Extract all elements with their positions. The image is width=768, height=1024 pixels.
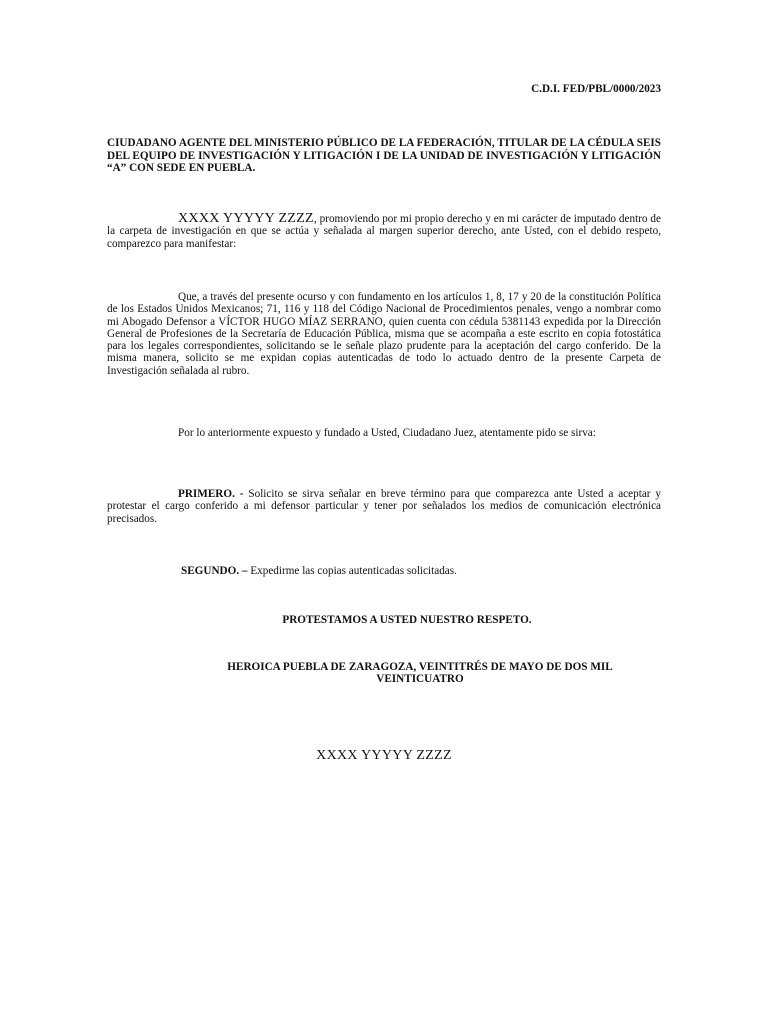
place-date bbox=[150, 661, 690, 686]
body-paragraph-1 bbox=[107, 291, 661, 377]
place-date-line-1: HEROICA PUEBLA DE ZARAGOZA, VEINTITRÉS DE MAYO DE DOS MIL bbox=[227, 661, 613, 673]
intro-text: , promoviendo por mi propio derecho y en mi carácter de imputado dentro de la carpeta de investigación en que se actúa y señalada al margen superior derecho, ante Usted, con el debido respeto, comparezco para manifestar: bbox=[107, 213, 661, 250]
signature-name: XXXX YYYYY ZZZZ bbox=[316, 748, 452, 763]
case-number: C.D.I. FED/PBL/0000/2023 bbox=[531, 83, 661, 95]
petitioner-name: XXXX YYYYY ZZZZ bbox=[178, 211, 314, 226]
body-paragraph-2 bbox=[107, 427, 661, 439]
body-paragraph-1-text: Que, a través del presente ocurso y con fundamento en los artículos 1, 8, 17 y 20 de la constitución Política de los Estados Unidos Mexicanos; 71, 116 y 118 del Código Nacional de Procedimientos penales, vengo a nombrar como mi Abogado Defensor a VÍCTOR HUGO MÍAZ SERRANO, quien cuenta con cédula 5381143 expedida por la Dirección General de Profesiones de la Secretaría de Educación Pública, misma que se acompaña a este escrito en copia fotostática para los legales correspondientes, solicitando se le señale plazo prudente para la aceptación del cargo conferido. De la misma manera, solicito se me expidan copias autenticadas de todo lo actuado dentro de la presente Carpeta de Investigación señalada al rubro. bbox=[107, 291, 661, 377]
place-date-line-2: VEINTICUATRO bbox=[376, 673, 464, 686]
intro-paragraph bbox=[107, 213, 661, 250]
segundo-text: Expedirme las copias autenticadas solicitadas. bbox=[247, 565, 457, 577]
primero-paragraph bbox=[107, 488, 661, 525]
segundo-label: SEGUNDO. – bbox=[181, 565, 248, 577]
addressee-heading: CIUDADANO AGENTE DEL MINISTERIO PÚBLICO DE LA FEDERACIÓN, TITULAR DE LA CÉDULA SEIS DEL EQUIPO DE INVESTIGACIÓN Y LITIGACIÓN I DE LA UNIDAD DE INVESTIGACIÓN Y LITIGACIÓN “A” CON SEDE EN PUEBLA. bbox=[107, 137, 661, 175]
body-paragraph-2-text: Por lo anteriormente expuesto y fundado a Usted, Ciudadano Juez, atentamente pido se sirva: bbox=[178, 427, 596, 439]
closing-statement: PROTESTAMOS A USTED NUESTRO RESPETO. bbox=[282, 614, 532, 626]
segundo-paragraph bbox=[181, 565, 457, 577]
primero-label: PRIMERO. - bbox=[178, 488, 244, 500]
primero-text: Solicito se sirva señalar en breve término para que comparezca ante Usted a aceptar y protestar el cargo conferido a mi defensor particular y tener por señalados los medios de comunicación electrónica precisados. bbox=[107, 488, 661, 525]
